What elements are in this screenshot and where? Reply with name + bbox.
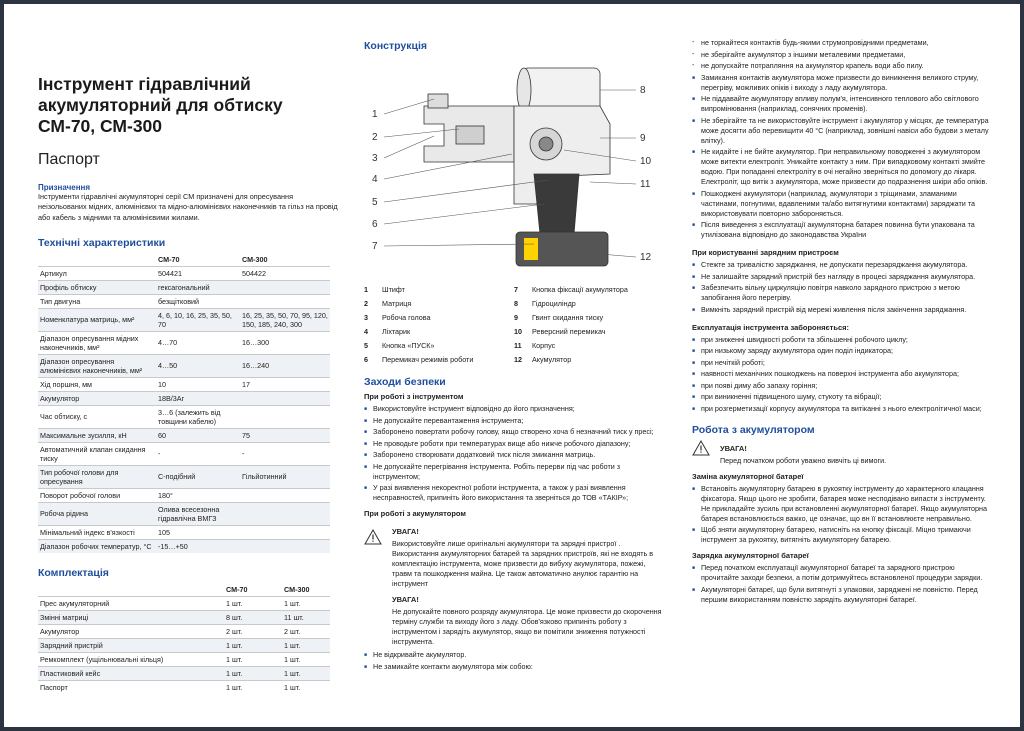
list-item: ■ при низькому заряду акумулятора один поділ індикатора; [692, 346, 990, 356]
table-cell: Номенклатура матриць, мм² [38, 308, 156, 331]
battery-contact-list [692, 38, 990, 71]
table-cell: С-подібний [156, 465, 240, 488]
table-cell: Хід поршня, мм [38, 377, 156, 391]
list-item: ■ при появі диму або запаху горіння; [692, 381, 990, 391]
legend-number: 4 [364, 327, 368, 336]
table-row [38, 652, 330, 666]
table-row [38, 280, 330, 294]
table-row [38, 624, 330, 638]
legend-number: 10 [514, 327, 522, 336]
list-item: ■ Перед початком експлуатації акумуляторної батареї та зарядного пристрою прочитайте заходи безпеки, а потім дотримуйтесь встановленої процедури зарядки. [692, 563, 990, 583]
table-cell: 2 шт. [224, 624, 282, 638]
callout-1: 1 [372, 109, 378, 120]
table-cell [240, 502, 330, 525]
table-header-cell [38, 253, 156, 267]
legend-label: Матриця [382, 299, 412, 308]
table-cell: безщітковий [156, 294, 240, 308]
table-cell: 17 [240, 377, 330, 391]
table-cell: Гільйотинний [240, 465, 330, 488]
table-cell: 1 шт. [282, 666, 330, 680]
table-cell: Паспорт [38, 680, 224, 694]
list-item: ■ при виникненні підвищеного шуму, стукоту та вібрації; [692, 392, 990, 402]
legend-label: Гідроциліндр [532, 299, 576, 308]
table-cell: Автоматичний клапан скидання тиску [38, 442, 156, 465]
column-right [692, 38, 990, 606]
table-row [38, 465, 330, 488]
list-item: - не допускайте потрапляння на акумулятор крапель води або пилу. [692, 61, 990, 71]
list-item: - не торкайтеся контактів будь-якими струмопровідними предметами, [692, 38, 990, 48]
table-cell [240, 280, 330, 294]
table-cell: 60 [156, 428, 240, 442]
table-cell: 18В/3Аг [156, 391, 240, 405]
list-item: ■ Щоб зняти акумуляторну батарею, натисніть на кнопку фіксації. Міцно тримаючи інструмент за рукоятку, витягніть акумуляторну батарею. [692, 525, 990, 545]
legend-item [364, 313, 514, 322]
table-cell: 1 шт. [282, 638, 330, 652]
table-cell: 3…6 (залежить від товщини кабелю) [156, 405, 240, 428]
column-left [38, 4, 338, 694]
table-cell: Акумулятор [38, 391, 156, 405]
table-cell: Профіль обтиску [38, 280, 156, 294]
kit-table [38, 583, 330, 694]
list-item: ■ при зниженні швидкості роботи та збільшенні робочого циклу; [692, 335, 990, 345]
table-cell: Максимальне зусилля, кН [38, 428, 156, 442]
table-cell: Пластиковий кейс [38, 666, 224, 680]
legend-label: Кнопка фіксації акумулятора [532, 285, 628, 294]
table-row [38, 391, 330, 405]
table-cell [240, 405, 330, 428]
table-cell: Діапазон опресування алюмінієвих наконечників, мм² [38, 354, 156, 377]
table-cell: Тип робочої голови для опресування [38, 465, 156, 488]
legend-item [514, 355, 664, 364]
list-item: ■ Не відкривайте акумулятор. [364, 650, 664, 660]
legend-item [364, 285, 514, 294]
list-item: - не зберігайте акумулятор з іншими металевими предметами, [692, 50, 990, 60]
list-item: ■ Акумуляторні батареї, що були витягнуті з упаковки, заряджені не повністю. Перед першим використанням повністю зарядіть акумуляторні батареї. [692, 585, 990, 605]
legend-number: 3 [364, 313, 368, 322]
table-row [38, 666, 330, 680]
battery-work-heading: Робота з акумулятором [692, 423, 815, 436]
list-item: ■ Не проводьте роботи при температурах вище або нижче робочого діапазону; [364, 439, 664, 449]
legend-number: 9 [514, 313, 518, 322]
table-cell: Ремкомплект (ущільнювальні кільця) [38, 652, 224, 666]
legend-item [514, 313, 664, 322]
legend-number: 11 [514, 341, 522, 350]
table-cell: 504422 [240, 266, 330, 280]
legend-number: 12 [514, 355, 522, 364]
table-cell: 1 шт. [224, 638, 282, 652]
table-cell: 1 шт. [282, 652, 330, 666]
table-row [38, 610, 330, 624]
construction-heading: Конструкція [364, 40, 428, 52]
list-item: ■ Не замикайте контакти акумулятора між собою: [364, 662, 664, 672]
battery-safety-heading: При роботі з акумулятором [364, 509, 466, 518]
legend-item [514, 285, 664, 294]
list-item: ■ Пошкоджені акумулятори (наприклад, акумулятори з тріщинами, зламаними частинами, погнутими, вдавленими та/або витягнутими контактами) заряджати та використовувати повторно забороняється. [692, 189, 990, 219]
table-cell: -15…+50 [156, 539, 240, 553]
table-cell: 8 шт. [224, 610, 282, 624]
table-header-cell: СМ-300 [242, 254, 268, 264]
table-cell [240, 488, 330, 502]
list-item: ■ Після виведення з експлуатації акумуляторна батарея повинна бути упакована та утилізована відповідно до законодавства України [692, 220, 990, 240]
kit-heading: Комплектація [38, 566, 109, 579]
legend-item [364, 341, 514, 350]
forbidden-heading: Експлуатація інструмента забороняється: [692, 322, 850, 332]
table-header-cell: СМ-70 [226, 584, 248, 594]
purpose-heading: Призначення [38, 183, 91, 192]
table-row [38, 638, 330, 652]
purpose-text: Інструменти гідравлічні акумуляторні серії СМ призначені для опресування неізольованих мідних, алюмінієвих та мідно-алюмінієвих наконечників та гільз на провід або кабель з мідними та алюмінієвими жилами. [38, 192, 338, 222]
legend-number: 2 [364, 299, 368, 308]
battery-charge-heading: Зарядка акумуляторної батареї [692, 551, 809, 560]
list-item: ■ Заборонено повертати робочу голову, якщо створено хоча б незначний тиск у пресі; [364, 427, 664, 437]
table-cell: Час обтиску, с [38, 405, 156, 428]
legend-label: Гвинт скидання тиску [532, 313, 604, 322]
table-row [38, 308, 330, 331]
table-cell: 1 шт. [224, 666, 282, 680]
list-item: ■ Забезпечить вільну циркуляцію повітря навколо зарядного пристрою з метою запобігання його перегріву. [692, 283, 990, 303]
table-cell: 16, 25, 35, 50, 70, 95, 120, 150, 185, 240, 300 [240, 308, 330, 331]
warning-title: УВАГА! [392, 527, 419, 536]
battery-safety-list [364, 650, 664, 672]
legend-item [514, 327, 664, 336]
column-middle [364, 4, 664, 673]
table-cell: Діапазон опресування мідних наконечників, мм² [38, 331, 156, 354]
table-header-cell [38, 583, 224, 597]
legend-item [364, 355, 514, 364]
callout-2: 2 [372, 132, 378, 143]
list-item: ■ Вимкніть зарядний пристрій від мережі живлення після закінчення заряджання. [692, 305, 990, 315]
table-cell: Діапазон робочих температур, °С [38, 539, 156, 553]
legend-label: Робоча голова [382, 313, 431, 322]
table-cell: 504421 [156, 266, 240, 280]
charger-list [692, 260, 990, 315]
list-item: ■ наявності механічних пошкоджень на поверхні інструмента або акумулятора; [692, 369, 990, 379]
table-cell: - [240, 442, 330, 465]
table-cell: 16…300 [240, 331, 330, 354]
battery-care-list [692, 73, 990, 241]
table-cell: 10 [156, 377, 240, 391]
table-cell [240, 525, 330, 539]
list-item: ■ Не зберігайте та не використовуйте інструмент і акумулятор у місцях, де температура може досягти або перевищити 40 °С (наприклад, зовнішні навіси або будови з металу влітку). [692, 116, 990, 146]
warning-block-1 [364, 521, 664, 647]
warning-text: Не допускайте повного розряду акумулятора. Це може призвести до скорочення терміну служби та виходу його з ладу. Обов'язково припиніть роботу з інструментом і зарядіть акумулятор, якщо ви помітили зниження потужності інструмента. [392, 607, 662, 646]
list-item: ■ Заборонено створювати додатковий тиск після змикання матриць. [364, 450, 664, 460]
table-cell [240, 391, 330, 405]
table-cell: 180° [156, 488, 240, 502]
table-cell: 1 шт. [282, 596, 330, 610]
table-cell: гексагональний [156, 280, 240, 294]
list-item: ■ при розгерметизації корпусу акумулятора та витіканні з нього електролітичної маси; [692, 404, 990, 414]
callout-11: 11 [640, 179, 651, 190]
warning-icon [364, 529, 382, 545]
table-cell: 1 шт. [282, 680, 330, 694]
warning-text: Використовуйте лише оригінальні акумулятори та зарядні пристрої . Використання акумуляторних батарей та зарядних пристроїв, які не входять в комплектацію інструмента, може призвести до вибуху акумулятора, пожежі, травм та пошкодження майна. Це також автоматично анулює гарантію на інструмент [392, 539, 654, 588]
legend-number: 6 [364, 355, 368, 364]
table-header-cell: СМ-70 [158, 254, 180, 264]
legend-item [364, 299, 514, 308]
table-row [38, 377, 330, 391]
table-cell: 75 [240, 428, 330, 442]
table-row [38, 442, 330, 465]
tool-safety-heading: При роботі з інструментом [364, 392, 464, 401]
table-cell: 16…240 [240, 354, 330, 377]
list-item: ■ Не допускайте перевантаження інструмента; [364, 416, 664, 426]
table-row [38, 405, 330, 428]
table-cell: Робоча рідина [38, 502, 156, 525]
table-row [38, 680, 330, 694]
charger-heading: При користуванні зарядним пристроєм [692, 248, 839, 257]
warning-text: Перед початком роботи уважно вивчіть ці вимоги. [720, 455, 887, 465]
list-item: ■ Не піддавайте акумулятору впливу полум'я, інтенсивного теплового або світлового випромінювання (наприклад, сонячних променів). [692, 94, 990, 114]
list-item: ■ У разі виявлення некоректної роботи інструмента, а також у разі виявлення несправностей, припиніть його використання та зверніться до ТОВ «ТАКІР»; [364, 483, 664, 503]
table-cell: Тип двигуна [38, 294, 156, 308]
list-item: ■ Не допускайте перегрівання інструмента. Робіть перерви під час роботи з інструментом; [364, 462, 664, 482]
table-row [38, 266, 330, 280]
document-subtitle: Паспорт [38, 151, 100, 168]
table-cell: 4…50 [156, 354, 240, 377]
callout-9: 9 [640, 133, 646, 144]
table-cell: 4, 6, 10, 16, 25, 35, 50, 70 [156, 308, 240, 331]
table-header-cell: СМ-300 [284, 584, 310, 594]
table-cell: Мінімальний індекс в'язкості [38, 525, 156, 539]
table-row [38, 354, 330, 377]
legend-label: Корпус [532, 341, 556, 350]
callout-12: 12 [640, 252, 652, 263]
table-cell: 1 шт. [224, 596, 282, 610]
table-row [38, 428, 330, 442]
list-item: ■ Замикання контактів акумулятора може призвести до виникнення великого струму, перегріву, можливих опіків і виходу з ладу акумулятора. [692, 73, 990, 93]
legend-label: Акумулятор [532, 355, 572, 364]
callout-7: 7 [372, 241, 378, 252]
legend-label: Кнопка «ПУСК» [382, 341, 435, 350]
tool-diagram [364, 54, 664, 279]
warning-block-3 [692, 438, 990, 466]
list-item: ■ Не залишайте зарядний пристрій без нагляду в процесі заряджання акумулятора. [692, 272, 990, 282]
table-cell: Змінні матриці [38, 610, 224, 624]
callout-4: 4 [372, 174, 378, 185]
safety-heading: Заходи безпеки [364, 376, 446, 388]
table-row [38, 294, 330, 308]
callout-3: 3 [372, 153, 378, 164]
list-item: ■ Встановіть акумуляторну батарею в рукоятку інструменту до характерного клацання фіксатора. Якщо цього не зробити, батарея може несподівано випасти з інструменту. Не прикладайте зусиль при встановленні акумуляторної батареї. Якщо акумуляторна батарея встановлюється важко, це означає, що вн її встановлюєте неправильно. [692, 484, 990, 524]
callout-6: 6 [372, 219, 378, 230]
construction-legend [364, 285, 664, 364]
table-cell: 1 шт. [224, 680, 282, 694]
warning-icon [692, 440, 710, 456]
legend-label: Штифт [382, 285, 405, 294]
specs-table [38, 253, 330, 553]
table-cell: 1 шт. [224, 652, 282, 666]
callout-10: 10 [640, 156, 652, 167]
legend-item [514, 299, 664, 308]
forbidden-list [692, 335, 990, 414]
table-cell [240, 539, 330, 553]
legend-number: 5 [364, 341, 368, 350]
document-page [4, 4, 1020, 727]
list-item: ■ Стежте за тривалістю заряджання, не допускати перезаряджання акумулятора. [692, 260, 990, 270]
table-cell: 2 шт. [282, 624, 330, 638]
legend-number: 8 [514, 299, 518, 308]
table-row [38, 539, 330, 553]
table-row [38, 488, 330, 502]
table-cell: 4…70 [156, 331, 240, 354]
legend-label: Реверсний перемикач [532, 327, 606, 336]
legend-item [514, 341, 664, 350]
table-cell: Акумулятор [38, 624, 224, 638]
table-row [38, 525, 330, 539]
legend-number: 7 [514, 285, 518, 294]
table-row [38, 502, 330, 525]
table-row [38, 596, 330, 610]
tool-safety-list [364, 404, 664, 503]
list-item: ■ Використовуйте інструмент відповідно до його призначення; [364, 404, 664, 414]
table-cell: Прес акумуляторний [38, 596, 224, 610]
list-item: ■ при нечіткій роботі; [692, 358, 990, 368]
battery-change-list [692, 484, 990, 546]
callout-5: 5 [372, 197, 378, 208]
table-cell: Олива всесезонна гідравлічна ВМГЗ [156, 502, 240, 525]
legend-label: Перемикач режимів роботи [382, 355, 474, 364]
warning-title: УВАГА! [720, 443, 747, 453]
table-cell: Артикул [38, 266, 156, 280]
specs-heading: Технічні характеристики [38, 236, 166, 249]
table-cell: 105 [156, 525, 240, 539]
warning-title: УВАГА! [392, 595, 419, 604]
legend-label: Ліхтарик [382, 327, 411, 336]
table-row [38, 331, 330, 354]
table-cell: Поворот робочої голови [38, 488, 156, 502]
table-cell: Зарядний пристрій [38, 638, 224, 652]
table-cell: - [156, 442, 240, 465]
list-item: ■ Не кидайте і не бийте акумулятор. При неправильному поводженні з акумулятором може витекти електроліт. Уникайте контакту з ним. При випадковому контакті змийте водою. При попаданні електроліту в очі негайно зверніться по допомогу до лікаря. Електроліт, що витік з акумулятора, може призвести до подразнення шкіри або опіків. [692, 147, 990, 187]
legend-item [364, 327, 514, 336]
battery-change-heading: Заміна акумуляторної батареї [692, 471, 804, 481]
table-cell: 11 шт. [282, 610, 330, 624]
legend-number: 1 [364, 285, 368, 294]
callout-8: 8 [640, 85, 646, 96]
battery-charge-list [692, 563, 990, 605]
document-title: Інструмент гідравлічний акумуляторний для обтиску СМ-70, СМ-300 [38, 74, 283, 136]
table-cell [240, 294, 330, 308]
